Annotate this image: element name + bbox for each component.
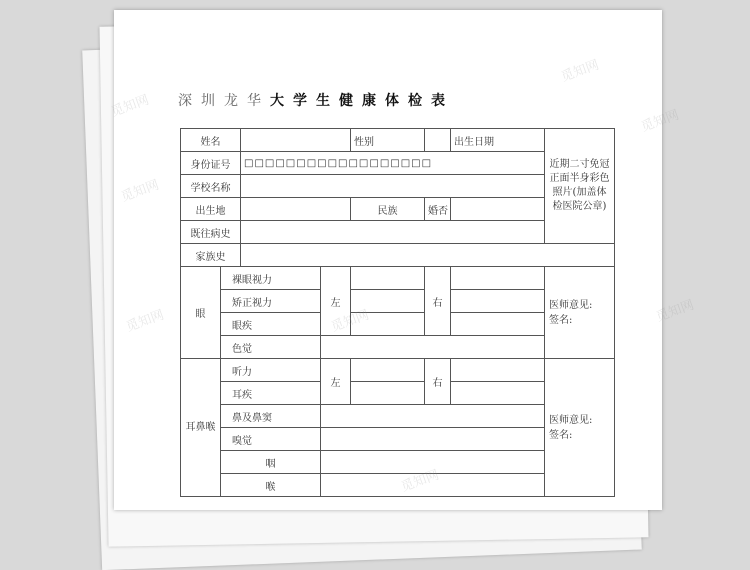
watermark: 觅知网 <box>399 467 442 496</box>
birthdate-label: 出生日期 <box>451 129 545 152</box>
eye-left-value[interactable] <box>351 290 425 313</box>
ent-row-label: 耳疾 <box>221 382 321 405</box>
eye-left-value[interactable] <box>351 267 425 290</box>
document-title <box>178 90 454 110</box>
ent-row-label: 听力 <box>221 359 321 382</box>
school-field[interactable] <box>241 175 545 198</box>
ent-right-value[interactable] <box>451 382 545 405</box>
ent-left-value[interactable] <box>351 359 425 382</box>
title-main: 大学生健康体检表 <box>270 93 454 109</box>
ent-field[interactable] <box>321 405 545 428</box>
id-number-boxes[interactable]: □□□□□□□□□□□□□□□□□□ <box>241 152 545 175</box>
eye-row-label: 裸眼视力 <box>221 267 321 290</box>
gender-field[interactable] <box>425 129 451 152</box>
signature-label: 签名: <box>549 314 573 326</box>
doctor-opinion-label: 医师意见: <box>549 414 593 426</box>
eye-right-value[interactable] <box>451 313 545 336</box>
ent-doctor-opinion <box>545 359 615 497</box>
ethnicity-label: 民族 <box>351 198 425 221</box>
name-label: 姓名 <box>181 129 241 152</box>
eye-right-label: 右 <box>425 267 451 336</box>
birthplace-field[interactable] <box>241 198 351 221</box>
ent-row-label: 鼻及鼻窦 <box>221 405 321 428</box>
marital-field[interactable] <box>451 198 545 221</box>
watermark: 觅知网 <box>559 57 602 86</box>
eye-right-value[interactable] <box>451 290 545 313</box>
color-vision-field[interactable] <box>321 336 545 359</box>
eye-left-value[interactable] <box>351 313 425 336</box>
birthplace-label: 出生地 <box>181 198 241 221</box>
past-history-label: 既往病史 <box>181 221 241 244</box>
school-label: 学校名称 <box>181 175 241 198</box>
watermark: 觅知网 <box>654 297 697 326</box>
ent-left-label: 左 <box>321 359 351 405</box>
marital-label: 婚否 <box>425 198 451 221</box>
ent-row-label: 喉 <box>221 474 321 497</box>
past-history-field[interactable] <box>241 221 545 244</box>
ent-row-label: 嗅觉 <box>221 428 321 451</box>
watermark: 觅知网 <box>119 177 162 206</box>
watermark: 觅知网 <box>124 307 167 336</box>
id-number-label: 身份证号 <box>181 152 241 175</box>
ent-row-label: 咽 <box>221 451 321 474</box>
eye-row-label: 色觉 <box>221 336 321 359</box>
family-history-field[interactable] <box>241 244 615 267</box>
eye-row-label: 矫正视力 <box>221 290 321 313</box>
gender-label: 性别 <box>351 129 425 152</box>
eye-left-label: 左 <box>321 267 351 336</box>
title-prefix: 深圳龙华 <box>178 93 270 109</box>
signature-label: 签名: <box>549 429 573 441</box>
eye-row-label: 眼疾 <box>221 313 321 336</box>
health-exam-form <box>180 128 615 497</box>
watermark: 觅知网 <box>109 92 152 121</box>
photo-box: 近期二寸免冠正面半身彩色照片(加盖体检医院公章) <box>545 129 615 244</box>
ent-right-label: 右 <box>425 359 451 405</box>
ent-field[interactable] <box>321 451 545 474</box>
ent-field[interactable] <box>321 428 545 451</box>
name-field[interactable] <box>241 129 351 152</box>
doctor-opinion-label: 医师意见: <box>549 299 593 311</box>
eye-right-value[interactable] <box>451 267 545 290</box>
eye-doctor-opinion <box>545 267 615 359</box>
watermark: 觅知网 <box>329 307 372 336</box>
watermark: 觅知网 <box>639 107 682 136</box>
document-page <box>114 10 662 510</box>
ent-field[interactable] <box>321 474 545 497</box>
eye-section-label: 眼 <box>181 267 221 359</box>
ent-right-value[interactable] <box>451 359 545 382</box>
family-history-label: 家族史 <box>181 244 241 267</box>
ent-section-label: 耳鼻喉 <box>181 359 221 497</box>
ent-left-value[interactable] <box>351 382 425 405</box>
